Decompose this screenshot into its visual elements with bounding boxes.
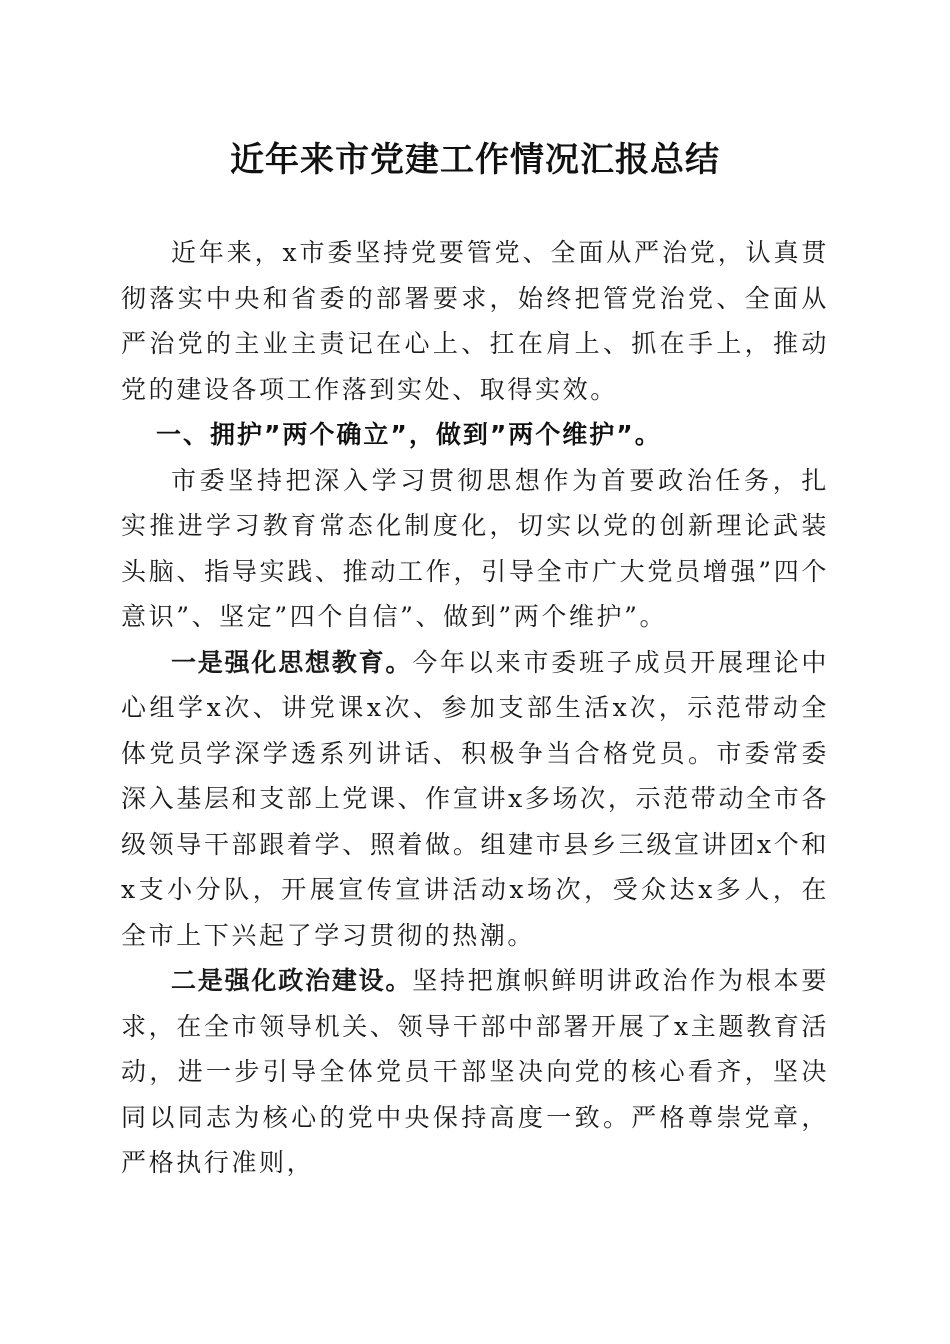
- section-heading: 一、拥护”两个确立”，做到”两个维护”。: [156, 420, 662, 449]
- item-lead-2: 二是强化政治建设。: [171, 966, 413, 995]
- item-paragraph-2: [121, 958, 829, 1186]
- item-lead-1: 一是强化思想教育。: [171, 647, 413, 677]
- item-text-2: 坚持把旗帜鲜明讲政治作为根本要求，在全市领导机关、领导干部中部署开展了x主题教育活动，进一步引导全体党员干部坚决向党的核心看齐，坚决同以同志为核心的党中央保持高度一致。严格尊崇党章，严格执行准则，: [121, 966, 829, 1177]
- document-body: [121, 230, 829, 1186]
- item-paragraph-1: [121, 640, 829, 959]
- document-title: 近年来市党建工作情况汇报总结: [230, 140, 720, 180]
- intro-paragraph: 近年来，x市委坚持党要管党、全面从严治党，认真贯彻落实中央和省委的部署要求，始终把管党治党、全面从严治党的主业主责记在心上、扛在肩上、抓在手上，推动党的建设各项工作落到实处、取得实效。: [121, 238, 829, 404]
- item-text-1: 今年以来市委班子成员开展理论中心组学x次、讲党课x次、参加支部生活x次，示范带动全体党员学深学透系列讲话、积极争当合格党员。市委常委深入基层和支部上党课、作宣讲x多场次，示范带动全市各级领导干部跟着学、照着做。组建市县乡三级宣讲团x个和x支小分队，开展宣传宣讲活动x场次，受众达x多人，在全市上下兴起了学习贯彻的热潮。: [121, 647, 829, 950]
- section-paragraph: 市委坚持把深入学习贯彻思想作为首要政治任务，扎实推进学习教育常态化制度化，切实以党的创新理论武装头脑、指导实践、推动工作，引导全市广大党员增强”四个意识”、坚定”四个自信”、做到”两个维护”。: [121, 465, 829, 631]
